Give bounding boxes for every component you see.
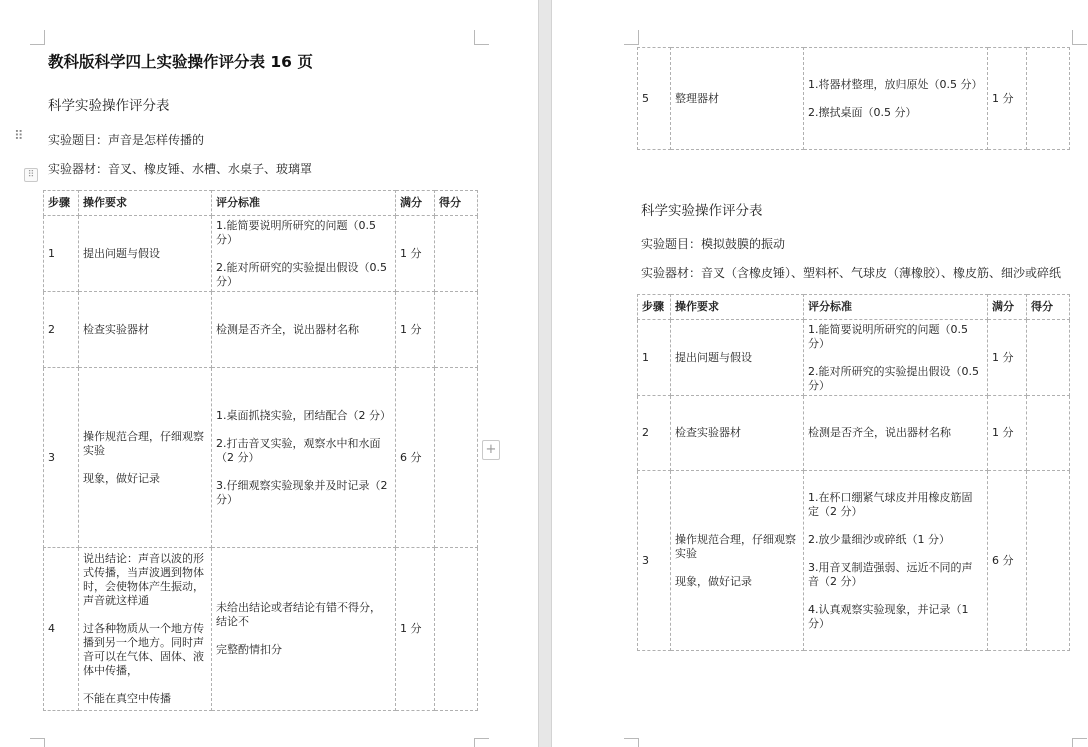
criteria-text: 1.在杯口绷紧气球皮并用橡皮筋固定（2 分） <box>808 490 973 518</box>
table-title: 科学实验操作评分表 <box>641 203 763 219</box>
header-requirement: 操作要求 <box>671 295 804 320</box>
full-score-cell: 6 分 <box>988 471 1027 651</box>
score-cell[interactable] <box>435 548 478 711</box>
requirement-text: 操作规范合理，仔细观察实验 <box>83 429 204 457</box>
criteria-text: 3.仔细观察实验现象并及时记录（2分） <box>216 478 388 506</box>
scoring-table <box>637 294 1070 651</box>
table-row <box>638 48 1070 150</box>
page-corner-mark <box>30 738 45 747</box>
header-step: 步骤 <box>638 295 671 320</box>
requirement-cell[interactable] <box>79 548 212 711</box>
header-score: 得分 <box>435 191 478 216</box>
criteria-cell[interactable] <box>212 368 396 548</box>
table-row <box>44 548 478 711</box>
table-header-row <box>638 295 1070 320</box>
criteria-text: 检测是否齐全，说出器材名称 <box>216 322 359 336</box>
score-cell[interactable] <box>1027 320 1070 396</box>
requirement-cell[interactable] <box>79 292 212 368</box>
score-cell[interactable] <box>435 368 478 548</box>
requirement-text: 不能在真空中传播 <box>83 692 171 705</box>
criteria-text: 2.能对所研究的实验提出假设（0.5分） <box>808 364 979 392</box>
criteria-cell[interactable] <box>804 48 988 150</box>
requirement-cell[interactable] <box>79 368 212 548</box>
criteria-cell[interactable] <box>212 548 396 711</box>
table-header-row <box>44 191 478 216</box>
header-score: 得分 <box>1027 295 1070 320</box>
page-gutter <box>538 0 552 747</box>
full-score-cell: 1 分 <box>396 548 435 711</box>
requirement-cell[interactable] <box>671 471 804 651</box>
score-cell[interactable] <box>1027 471 1070 651</box>
criteria-text: 2.放少量细沙或碎纸（1 分） <box>808 532 950 546</box>
criteria-text: 4.认真观察实验现象，并记录（1分） <box>808 602 969 630</box>
requirement-text: 说出结论：声音以波的形式传播，当声波遇到物体时，会使物体产生振动，声音就这样通 <box>83 552 204 607</box>
table-row <box>638 396 1070 471</box>
header-criteria: 评分标准 <box>804 295 988 320</box>
step-cell: 3 <box>638 471 671 651</box>
header-requirement: 操作要求 <box>79 191 212 216</box>
criteria-text: 2.擦拭桌面（0.5 分） <box>808 105 917 119</box>
step-cell: 3 <box>44 368 79 548</box>
experiment-materials: 实验器材：音叉、橡皮锤、水槽、水桌子、玻璃罩 <box>48 162 313 176</box>
requirement-text: 现象，做好记录 <box>675 574 752 588</box>
requirement-text: 操作规范合理，仔细观察实验 <box>675 532 796 560</box>
requirement-text: 现象，做好记录 <box>83 471 160 485</box>
requirement-text: 整理器材 <box>675 91 719 105</box>
full-score-cell: 1 分 <box>988 396 1027 471</box>
document-page-right <box>552 0 1088 747</box>
page-corner-mark <box>30 30 45 45</box>
requirement-text: 检查实验器材 <box>675 426 741 439</box>
requirement-text: 提出问题与假设 <box>675 350 752 364</box>
experiment-title: 实验题目：模拟鼓膜的振动 <box>641 237 786 251</box>
step-cell: 2 <box>638 396 671 471</box>
document-page-left <box>0 0 538 747</box>
requirement-cell[interactable] <box>671 320 804 396</box>
score-cell[interactable] <box>435 292 478 368</box>
experiment-title: 实验题目：声音是怎样传播的 <box>48 133 205 147</box>
table-row <box>44 292 478 368</box>
page-corner-mark <box>474 738 489 747</box>
criteria-cell[interactable] <box>804 471 988 651</box>
requirement-text: 过各种物质从一个地方传播到另一个地方。同时声音可以在气体、固体、液体中传播， <box>83 622 204 677</box>
drag-handle-icon[interactable]: ⠿ <box>14 129 24 144</box>
table-row <box>44 216 478 292</box>
full-score-cell: 1 分 <box>396 216 435 292</box>
criteria-cell[interactable] <box>804 320 988 396</box>
criteria-text: 2.能对所研究的实验提出假设（0.5分） <box>216 260 387 288</box>
criteria-text: 检测是否齐全，说出器材名称 <box>808 426 951 439</box>
score-cell[interactable] <box>1027 396 1070 471</box>
criteria-text: 1.将器材整理，放归原处（0.5 分） <box>808 77 983 91</box>
score-cell[interactable] <box>435 216 478 292</box>
full-score-cell: 1 分 <box>396 292 435 368</box>
step-cell: 2 <box>44 292 79 368</box>
header-full-score: 满分 <box>396 191 435 216</box>
table-row <box>638 471 1070 651</box>
full-score-cell: 1 分 <box>988 48 1027 150</box>
requirement-cell[interactable] <box>671 48 804 150</box>
scoring-table-continued <box>637 47 1070 150</box>
step-cell: 1 <box>638 320 671 396</box>
criteria-text: 2.打击音叉实验，观察水中和水面（2 分） <box>216 436 381 464</box>
criteria-text: 1.能简要说明所研究的问题（0.5分） <box>808 322 968 350</box>
requirement-cell[interactable] <box>671 396 804 471</box>
full-score-cell: 1 分 <box>988 320 1027 396</box>
table-title: 科学实验操作评分表 <box>48 98 170 114</box>
requirement-cell[interactable] <box>79 216 212 292</box>
header-full-score: 满分 <box>988 295 1027 320</box>
criteria-text: 完整酌情扣分 <box>216 643 282 656</box>
step-cell: 1 <box>44 216 79 292</box>
criteria-text: 未给出结论或者结论有错不得分，结论不 <box>216 601 381 628</box>
page-corner-mark <box>1072 30 1087 45</box>
header-step: 步骤 <box>44 191 79 216</box>
criteria-cell[interactable] <box>212 216 396 292</box>
page-corner-mark <box>624 738 639 747</box>
table-row <box>638 320 1070 396</box>
criteria-cell[interactable] <box>804 396 988 471</box>
requirement-text: 检查实验器材 <box>83 322 149 336</box>
table-handle-icon[interactable]: ⠿ <box>24 168 38 182</box>
table-row <box>44 368 478 548</box>
requirement-text: 提出问题与假设 <box>83 246 160 260</box>
criteria-text: 3.用音叉制造强弱、远近不同的声音（2 分） <box>808 560 973 588</box>
criteria-cell[interactable] <box>212 292 396 368</box>
plus-icon[interactable]: + <box>482 440 500 460</box>
criteria-text: 1.能简要说明所研究的问题（0.5分） <box>216 218 376 246</box>
page-corner-mark <box>624 30 639 45</box>
step-cell: 5 <box>638 48 671 150</box>
full-score-cell: 6 分 <box>396 368 435 548</box>
criteria-text: 1.桌面抓挠实验，团结配合（2 分） <box>216 408 391 422</box>
page-corner-mark <box>474 30 489 45</box>
step-cell: 4 <box>44 548 79 711</box>
document-title: 教科版科学四上实验操作评分表 16 页 <box>48 53 313 71</box>
score-cell[interactable] <box>1027 48 1070 150</box>
header-criteria: 评分标准 <box>212 191 396 216</box>
page-corner-mark <box>1072 738 1087 747</box>
experiment-materials: 实验器材：音叉（含橡皮锤）、塑料杯、气球皮（薄橡胶）、橡皮筋、细沙或碎纸 <box>641 266 1062 280</box>
scoring-table <box>43 190 478 711</box>
